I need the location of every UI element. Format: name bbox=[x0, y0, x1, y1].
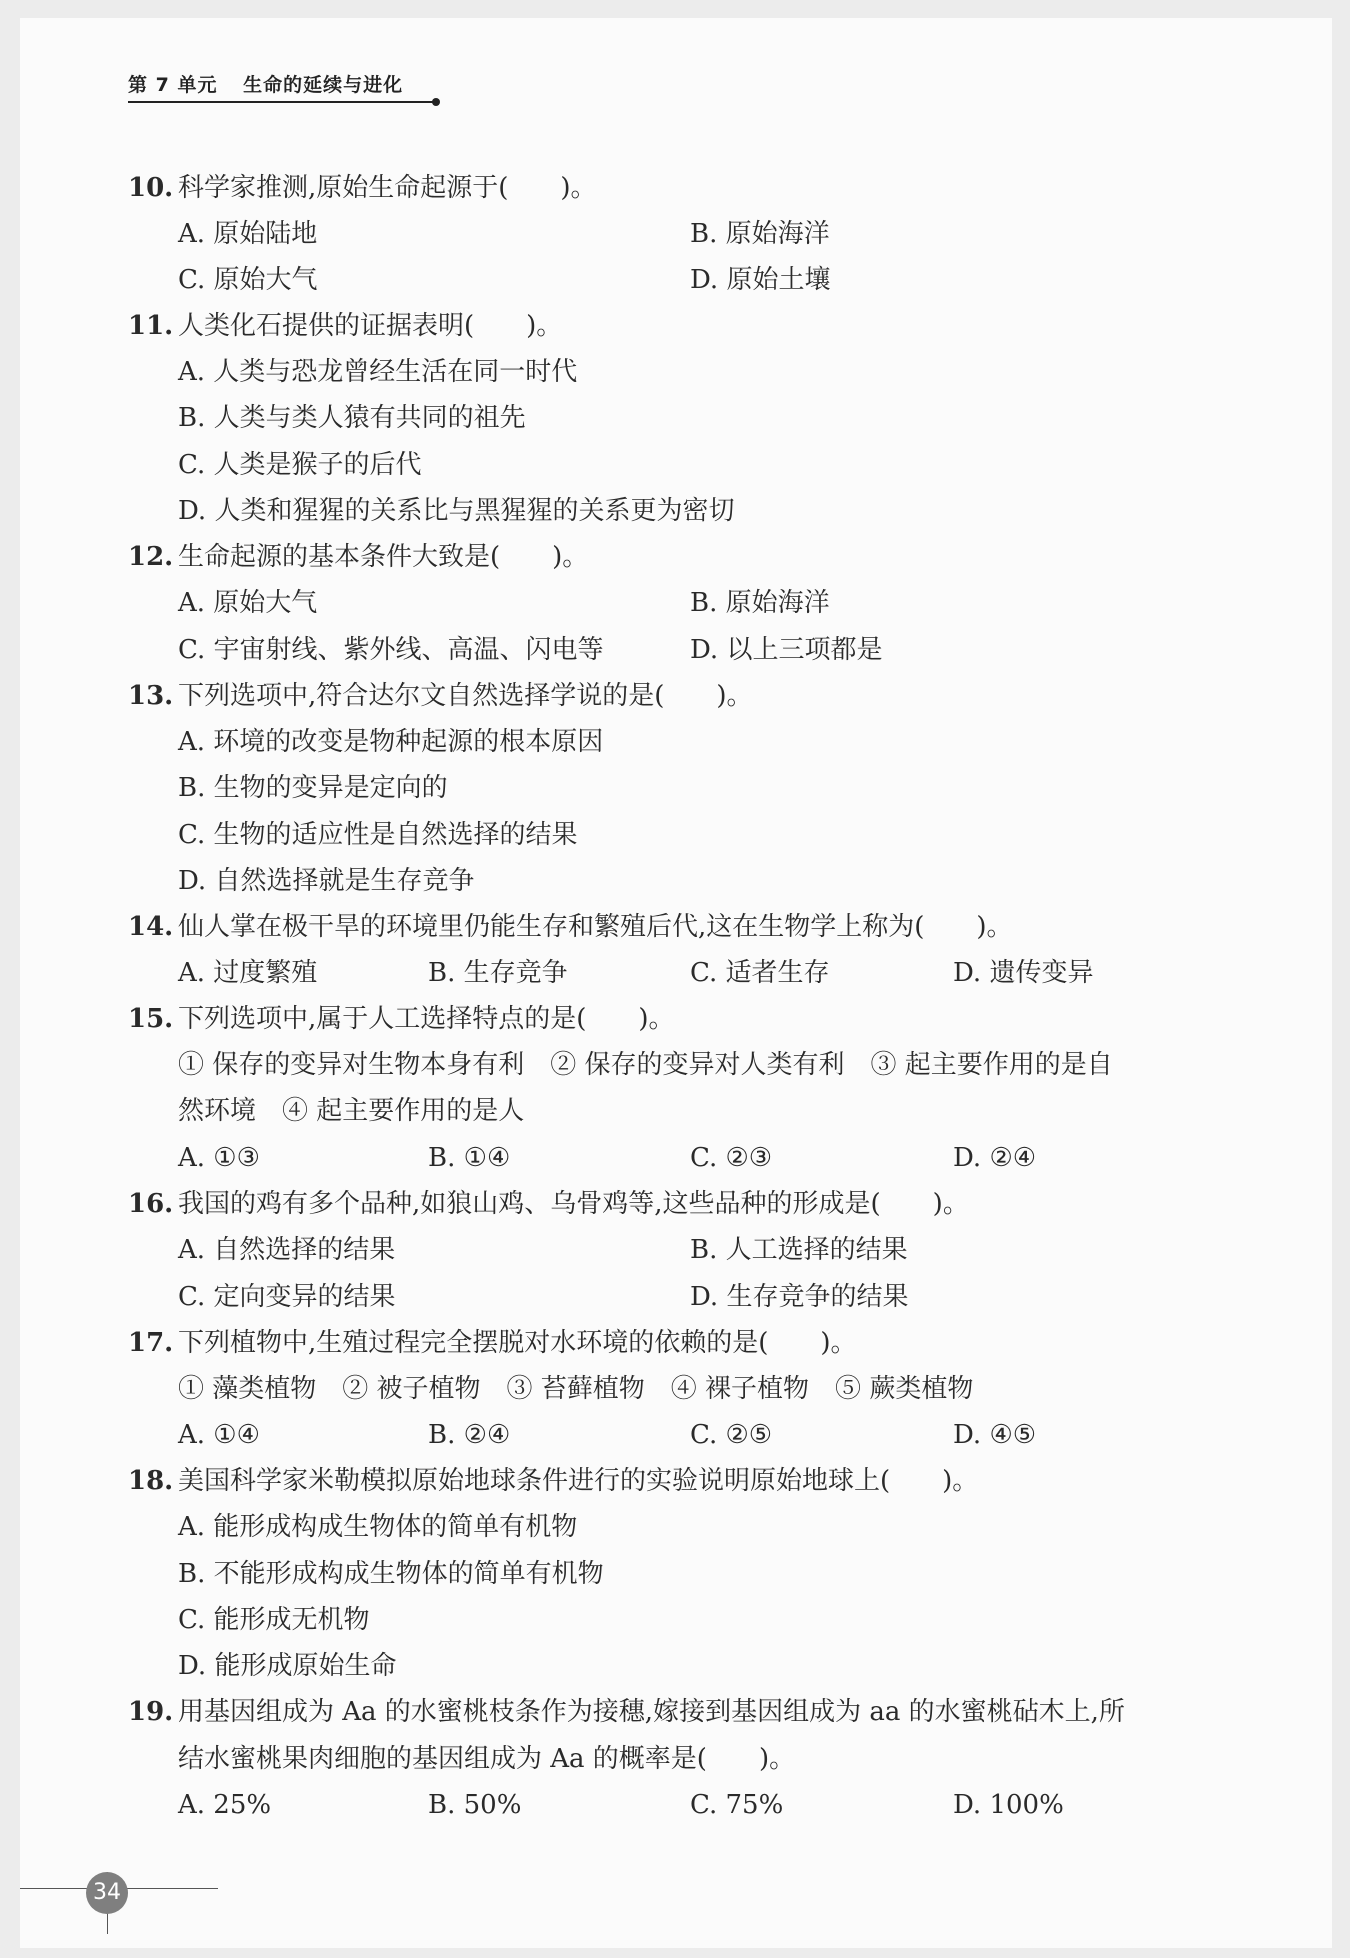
question-19: 19. 用基因组成为 Aa 的水蜜桃枝条作为接穗,嫁接到基因组成为 aa 的水蜜桃砧木上,所 bbox=[128, 1697, 1125, 1727]
question-13: 13. 下列选项中,符合达尔文自然选择学说的是( )。 bbox=[128, 681, 753, 711]
option-d: D. 以上三项都是 bbox=[690, 635, 883, 665]
option-d: D. 生存竞争的结果 bbox=[690, 1282, 909, 1312]
option-d: D. 100% bbox=[953, 1790, 1064, 1820]
option-c: C. ②⑤ bbox=[690, 1420, 773, 1450]
question-18: 18. 美国科学家米勒模拟原始地球条件进行的实验说明原始地球上( )。 bbox=[128, 1466, 979, 1496]
option-a: A. 原始大气 bbox=[178, 588, 318, 618]
option-b: B. 生物的变异是定向的 bbox=[178, 773, 448, 803]
question-12: 12. 生命起源的基本条件大致是( )。 bbox=[128, 542, 589, 572]
option-a: A. ①④ bbox=[178, 1420, 260, 1450]
page-header bbox=[128, 70, 403, 97]
option-b: B. 人工选择的结果 bbox=[690, 1235, 908, 1265]
question-14: 14. 仙人掌在极干旱的环境里仍能生存和繁殖后代,这在生物学上称为( )。 bbox=[128, 912, 1013, 942]
option-a: A. 环境的改变是物种起源的根本原因 bbox=[178, 727, 604, 757]
option-a: A. 人类与恐龙曾经生活在同一时代 bbox=[178, 357, 578, 387]
option-c: C. 人类是猴子的后代 bbox=[178, 450, 422, 480]
option-b: B. 原始海洋 bbox=[690, 219, 830, 249]
option-d: D. 人类和猩猩的关系比与黑猩猩的关系更为密切 bbox=[178, 496, 735, 526]
option-d: D. ②④ bbox=[953, 1143, 1037, 1173]
question-15-items-line2: 然环境 ④ 起主要作用的是人 bbox=[178, 1096, 525, 1126]
unit-title: 生命的延续与进化 bbox=[243, 74, 404, 96]
page-number: 34 bbox=[86, 1872, 128, 1914]
option-d: D. 能形成原始生命 bbox=[178, 1651, 397, 1681]
option-c: C. 适者生存 bbox=[690, 958, 830, 988]
option-c: C. 定向变异的结果 bbox=[178, 1282, 396, 1312]
option-c: C. 宇宙射线、紫外线、高温、闪电等 bbox=[178, 635, 604, 665]
option-c: C. 能形成无机物 bbox=[178, 1605, 370, 1635]
option-a: A. 原始陆地 bbox=[178, 219, 318, 249]
question-16: 16. 我国的鸡有多个品种,如狼山鸡、乌骨鸡等,这些品种的形成是( )。 bbox=[128, 1189, 969, 1219]
option-a: A. ①③ bbox=[178, 1143, 260, 1173]
option-d: D. ④⑤ bbox=[953, 1420, 1037, 1450]
question-11: 11. 人类化石提供的证据表明( )。 bbox=[128, 311, 563, 341]
question-15-items-line1: ① 保存的变异对生物本身有利 ② 保存的变异对人类有利 ③ 起主要作用的是自 bbox=[178, 1050, 1113, 1080]
option-c: C. 75% bbox=[690, 1790, 784, 1820]
option-c: C. 生物的适应性是自然选择的结果 bbox=[178, 820, 578, 850]
option-c: C. ②③ bbox=[690, 1143, 773, 1173]
option-a: A. 25% bbox=[178, 1790, 272, 1820]
question-17-items: ① 藻类植物 ② 被子植物 ③ 苔藓植物 ④ 裸子植物 ⑤ 蕨类植物 bbox=[178, 1374, 974, 1404]
option-b: B. 生存竞争 bbox=[428, 958, 568, 988]
header-rule bbox=[128, 101, 436, 103]
option-d: D. 遗传变异 bbox=[953, 958, 1094, 988]
header-dot bbox=[432, 98, 440, 106]
option-d: D. 原始土壤 bbox=[690, 265, 831, 295]
option-b: B. ①④ bbox=[428, 1143, 511, 1173]
question-17: 17. 下列植物中,生殖过程完全摆脱对水环境的依赖的是( )。 bbox=[128, 1328, 857, 1358]
option-a: A. 自然选择的结果 bbox=[178, 1235, 396, 1265]
option-b: B. 不能形成构成生物体的简单有机物 bbox=[178, 1559, 604, 1589]
question-10: 10. 科学家推测,原始生命起源于( )。 bbox=[128, 173, 597, 203]
option-a: A. 能形成构成生物体的简单有机物 bbox=[178, 1512, 578, 1542]
question-15: 15. 下列选项中,属于人工选择特点的是( )。 bbox=[128, 1004, 675, 1034]
option-a: A. 过度繁殖 bbox=[178, 958, 318, 988]
option-b: B. 人类与类人猿有共同的祖先 bbox=[178, 403, 526, 433]
unit-label: 第 7 单元 bbox=[128, 74, 218, 96]
option-d: D. 自然选择就是生存竞争 bbox=[178, 866, 475, 896]
option-b: B. 50% bbox=[428, 1790, 522, 1820]
option-c: C. 原始大气 bbox=[178, 265, 318, 295]
option-b: B. 原始海洋 bbox=[690, 588, 830, 618]
option-b: B. ②④ bbox=[428, 1420, 511, 1450]
question-19-stem-cont: 结水蜜桃果肉细胞的基因组成为 Aa 的概率是( )。 bbox=[178, 1744, 796, 1774]
